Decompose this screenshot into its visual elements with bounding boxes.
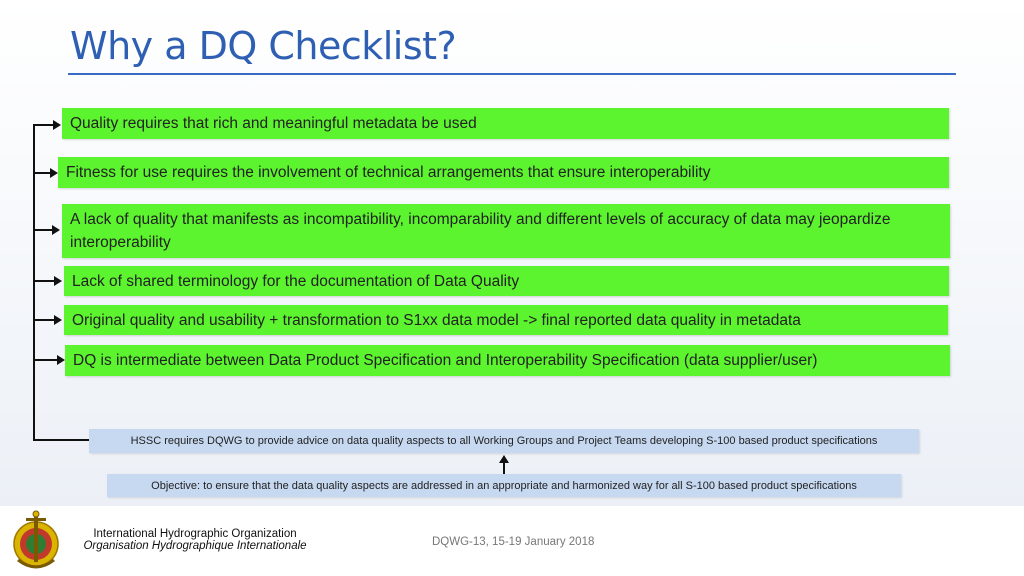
arrow-head-5	[54, 315, 62, 325]
org-name-en: International Hydrographic Organization	[93, 528, 297, 540]
point-box-5	[64, 305, 948, 335]
arrow-line-6	[35, 359, 57, 361]
objective-box	[107, 474, 901, 497]
up-arrow-head	[499, 455, 509, 463]
point-text-3: A lack of quality that manifests as incompatibility, incomparability and different levels of accuracy of data may jeopardize interoperability	[70, 211, 891, 251]
hssc-box	[89, 429, 919, 453]
point-box-3	[62, 204, 950, 258]
arrow-line-1	[35, 124, 54, 126]
hssc-text: HSSC requires DQWG to provide advice on data quality aspects to all Working Groups and Project Teams developing S-100 based product specifications	[130, 435, 878, 447]
arrow-head-1	[53, 120, 61, 130]
arrow-head-2	[50, 168, 58, 178]
point-box-4	[64, 266, 949, 296]
footer-meeting-info: DQWG-13, 15-19 January 2018	[432, 536, 595, 548]
arrow-line-3	[35, 229, 52, 231]
arrow-line-5	[35, 319, 54, 321]
arrow-line-4	[35, 280, 54, 282]
arrow-line-2	[35, 172, 50, 174]
bracket-bottom-line	[33, 439, 89, 441]
org-name-fr: Organisation Hydrographique Internationale	[83, 540, 307, 552]
objective-text: Objective: to ensure that the data quality aspects are addressed in an appropriate and harmonized way for all S-100 based product specifications	[151, 479, 857, 492]
title-underline	[68, 73, 956, 75]
slide-title: Why a DQ Checklist?	[70, 24, 457, 68]
iho-logo	[6, 508, 66, 574]
point-box-2	[58, 157, 949, 188]
point-text-4: Lack of shared terminology for the documentation of Data Quality	[72, 272, 520, 290]
point-box-1	[62, 108, 949, 139]
arrow-head-3	[52, 225, 60, 235]
arrow-head-4	[54, 276, 62, 286]
point-text-1: Quality requires that rich and meaningful metadata be used	[70, 115, 477, 132]
arrow-head-6	[57, 355, 65, 365]
point-box-6	[65, 345, 950, 376]
point-text-6: DQ is intermediate between Data Product Specification and Interoperability Specification (data supplier/user)	[73, 352, 818, 369]
point-text-2: Fitness for use requires the involvement of technical arrangements that ensure interoperability	[66, 164, 711, 181]
footer-organization	[80, 528, 310, 552]
point-text-5: Original quality and usability + transformation to S1xx data model -> final reported data quality in metadata	[72, 311, 801, 329]
